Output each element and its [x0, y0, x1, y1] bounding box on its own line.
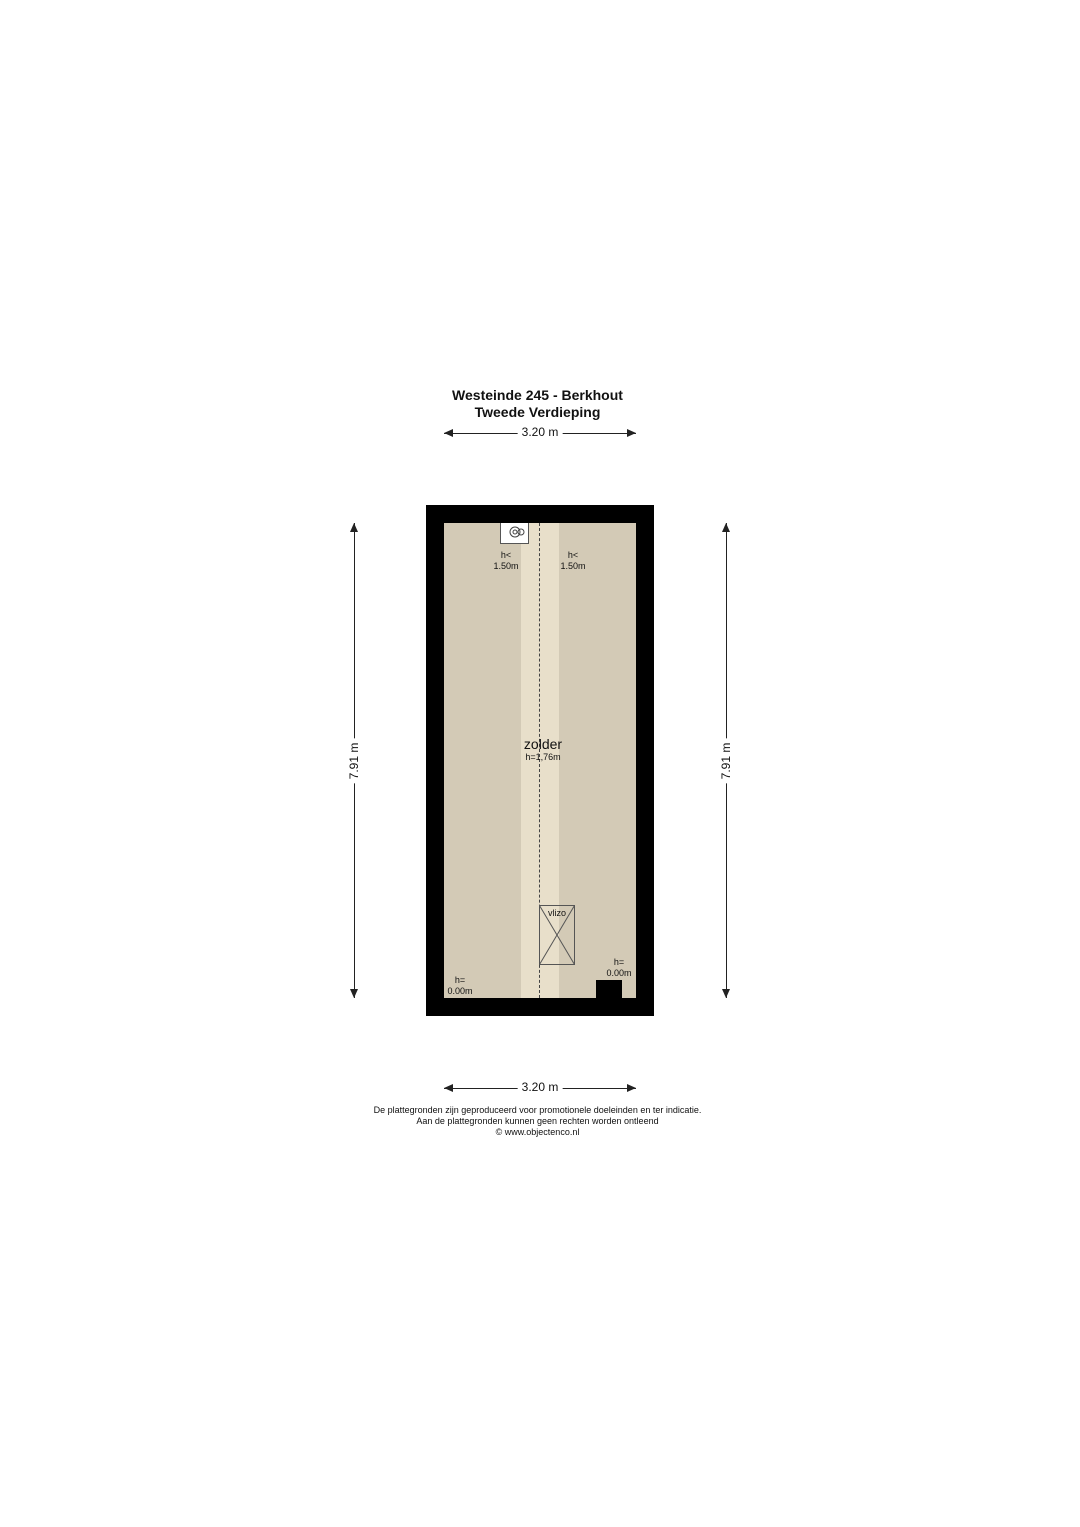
height-note-bottom-left-value: 0.00m: [447, 986, 473, 996]
top-width-label: 3.20 m: [518, 425, 563, 439]
left-height-label: 7.91 m: [347, 738, 361, 783]
height-note-top-right-label: h<: [567, 550, 579, 560]
bottom-width-label: 3.20 m: [518, 1080, 563, 1094]
copyright-line: © www.objectenco.nl: [495, 1127, 580, 1137]
height-note-top-left-value: 1.50m: [493, 561, 519, 571]
right-height-dimension: [721, 523, 731, 998]
height-note-top-right: [553, 550, 593, 572]
left-height-dimension: [349, 523, 359, 998]
height-note-top-left: [486, 550, 526, 572]
disclaimer-line-1: De plattegronden zijn geproduceerd voor promotionele doeleinden en ter indicatie.: [373, 1105, 702, 1115]
height-note-bottom-right: [599, 957, 639, 979]
height-note-bottom-left-label: h=: [454, 975, 466, 985]
right-height-label: 7.91 m: [719, 738, 733, 783]
top-width-dimension: [444, 425, 636, 439]
plan-title: Westeinde 245 - Berkhout: [452, 387, 623, 403]
height-note-bottom-right-value: 0.00m: [606, 968, 632, 978]
floor-name: Tweede Verdieping: [474, 404, 601, 420]
boiler-icon: [500, 523, 529, 544]
height-note-bottom-right-label: h=: [613, 957, 625, 967]
chimney-block: [596, 980, 622, 998]
hatch-label: vlizo: [547, 908, 566, 918]
height-note-bottom-left: [440, 975, 480, 997]
room-name: zolder: [523, 736, 563, 752]
bottom-width-dimension: [444, 1080, 636, 1094]
height-note-top-left-label: h<: [500, 550, 512, 560]
disclaimer-line-2: Aan de plattegronden kunnen geen rechten worden ontleend: [416, 1116, 659, 1126]
room-height: h=1,76m: [525, 752, 561, 762]
height-note-top-right-value: 1.50m: [560, 561, 586, 571]
